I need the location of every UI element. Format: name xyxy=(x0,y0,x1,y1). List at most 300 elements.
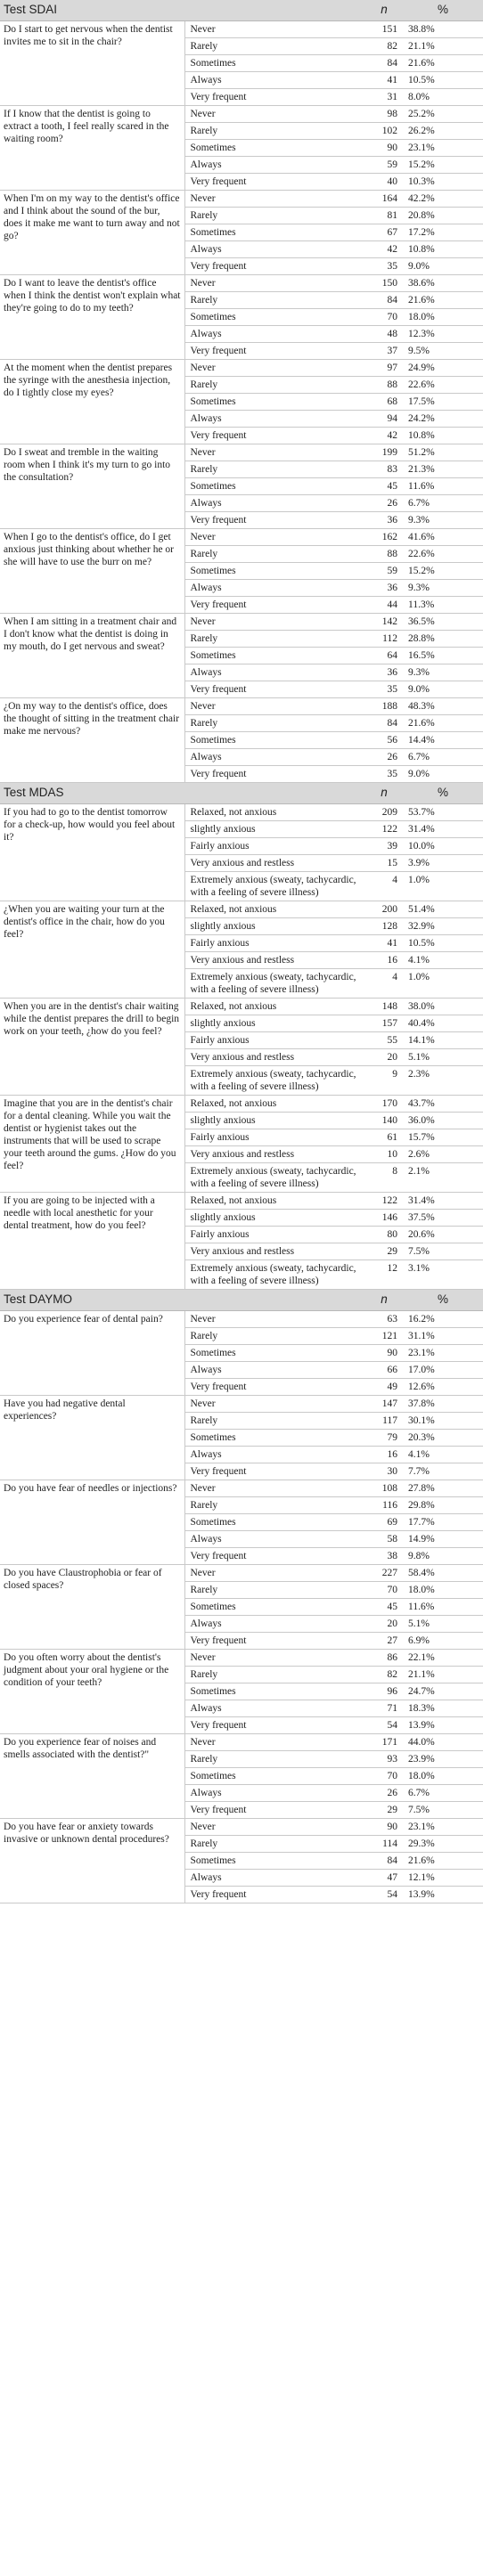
table-row xyxy=(0,999,483,1015)
answer-percent: 31.4% xyxy=(403,1193,483,1210)
answer-percent: 30.1% xyxy=(403,1413,483,1430)
answer-count: 35 xyxy=(365,766,403,783)
answer-percent: 2.1% xyxy=(403,1163,483,1193)
question-text: Do you experience fear of noises and smells associated with the dentist?" xyxy=(0,1734,184,1819)
answer-percent: 29.8% xyxy=(403,1497,483,1514)
answer-label: Never xyxy=(184,275,365,292)
answer-count: 58 xyxy=(365,1531,403,1548)
answer-count: 16 xyxy=(365,952,403,969)
answer-label: Rarely xyxy=(184,1413,365,1430)
answer-label: slightly anxious xyxy=(184,1113,365,1129)
answer-percent: 24.7% xyxy=(403,1683,483,1700)
answer-percent: 20.6% xyxy=(403,1227,483,1243)
answer-percent: 25.2% xyxy=(403,106,483,123)
answer-label: Always xyxy=(184,1785,365,1802)
answer-count: 26 xyxy=(365,495,403,512)
section-header xyxy=(0,783,483,804)
answer-percent: 48.3% xyxy=(403,698,483,715)
table-row xyxy=(0,1096,483,1113)
answer-percent: 21.6% xyxy=(403,292,483,309)
answer-percent: 24.2% xyxy=(403,411,483,428)
answer-count: 102 xyxy=(365,123,403,140)
answer-percent: 17.2% xyxy=(403,224,483,241)
answer-percent: 9.5% xyxy=(403,343,483,360)
table-row xyxy=(0,1396,483,1413)
answer-label: Sometimes xyxy=(184,1514,365,1531)
section-title: Test DAYMO xyxy=(0,1290,365,1311)
answer-label: Rarely xyxy=(184,631,365,648)
answer-count: 20 xyxy=(365,1616,403,1633)
answer-percent: 18.0% xyxy=(403,309,483,326)
answer-count: 39 xyxy=(365,838,403,855)
answer-count: 40 xyxy=(365,174,403,191)
answer-count: 116 xyxy=(365,1497,403,1514)
answer-percent: 23.1% xyxy=(403,140,483,157)
answer-count: 54 xyxy=(365,1717,403,1734)
question-text: When I am sitting in a treatment chair and I don't know what the dentist is doing in my mouth, do I get nervous and sweat? xyxy=(0,614,184,698)
column-header-percent: % xyxy=(403,0,483,21)
answer-label: Very frequent xyxy=(184,258,365,275)
answer-count: 162 xyxy=(365,529,403,546)
answer-label: Relaxed, not anxious xyxy=(184,804,365,821)
answer-percent: 38.6% xyxy=(403,275,483,292)
answer-percent: 28.8% xyxy=(403,631,483,648)
answer-percent: 10.8% xyxy=(403,428,483,444)
answer-percent: 5.1% xyxy=(403,1616,483,1633)
answer-label: Rarely xyxy=(184,292,365,309)
section-title: Test SDAI xyxy=(0,0,365,21)
answer-count: 38 xyxy=(365,1548,403,1565)
table-row xyxy=(0,275,483,292)
answer-label: Sometimes xyxy=(184,1683,365,1700)
answer-label: Very frequent xyxy=(184,597,365,614)
answer-count: 88 xyxy=(365,546,403,563)
answer-count: 170 xyxy=(365,1096,403,1113)
answer-label: Rarely xyxy=(184,38,365,55)
answer-label: Extremely anxious (sweaty, tachycardic, with a feeling of severe illness) xyxy=(184,969,365,999)
answer-label: Sometimes xyxy=(184,224,365,241)
answer-percent: 15.7% xyxy=(403,1129,483,1146)
answer-label: Rarely xyxy=(184,461,365,478)
answer-percent: 27.8% xyxy=(403,1480,483,1497)
answer-percent: 18.0% xyxy=(403,1582,483,1599)
answer-label: Sometimes xyxy=(184,1599,365,1616)
answer-count: 41 xyxy=(365,935,403,952)
answer-percent: 1.0% xyxy=(403,872,483,901)
question-text: Do you experience fear of dental pain? xyxy=(0,1311,184,1396)
answer-label: Sometimes xyxy=(184,1430,365,1447)
answer-percent: 16.2% xyxy=(403,1311,483,1328)
answer-percent: 24.9% xyxy=(403,360,483,377)
answer-label: Very frequent xyxy=(184,1463,365,1480)
answer-label: Sometimes xyxy=(184,478,365,495)
answer-label: Rarely xyxy=(184,1497,365,1514)
answer-percent: 22.6% xyxy=(403,377,483,394)
answer-percent: 29.3% xyxy=(403,1836,483,1853)
table-row xyxy=(0,901,483,918)
table-row xyxy=(0,1650,483,1667)
answer-count: 90 xyxy=(365,1345,403,1362)
answer-percent: 42.2% xyxy=(403,191,483,208)
answer-label: Fairly anxious xyxy=(184,838,365,855)
answer-label: Very anxious and restless xyxy=(184,1146,365,1163)
answer-count: 88 xyxy=(365,377,403,394)
question-text: If you are going to be injected with a needle with local anesthetic for your dental treatment, how do you feel? xyxy=(0,1193,184,1290)
answer-count: 27 xyxy=(365,1633,403,1650)
answer-percent: 11.6% xyxy=(403,478,483,495)
answer-percent: 17.7% xyxy=(403,1514,483,1531)
answer-count: 157 xyxy=(365,1015,403,1032)
answer-label: Never xyxy=(184,360,365,377)
answer-count: 200 xyxy=(365,901,403,918)
answer-percent: 12.6% xyxy=(403,1379,483,1396)
answer-percent: 13.9% xyxy=(403,1887,483,1903)
answer-count: 4 xyxy=(365,872,403,901)
column-header-n: n xyxy=(365,783,403,804)
answer-label: Extremely anxious (sweaty, tachycardic, with a feeling of severe illness) xyxy=(184,1066,365,1096)
answer-count: 148 xyxy=(365,999,403,1015)
question-text: Do you have Claustrophobia or fear of closed spaces? xyxy=(0,1565,184,1650)
answer-percent: 36.0% xyxy=(403,1113,483,1129)
table-row xyxy=(0,360,483,377)
answer-percent: 10.3% xyxy=(403,174,483,191)
answer-count: 147 xyxy=(365,1396,403,1413)
answer-count: 61 xyxy=(365,1129,403,1146)
answer-percent: 9.0% xyxy=(403,766,483,783)
answer-count: 42 xyxy=(365,241,403,258)
answer-count: 47 xyxy=(365,1870,403,1887)
answer-percent: 17.5% xyxy=(403,394,483,411)
answer-percent: 21.6% xyxy=(403,55,483,72)
answer-label: Sometimes xyxy=(184,1768,365,1785)
answer-count: 64 xyxy=(365,648,403,664)
answer-label: Always xyxy=(184,411,365,428)
answer-count: 4 xyxy=(365,969,403,999)
question-text: Imagine that you are in the dentist's chair for a dental cleaning. While you wait the dentist or hygienist takes out the instruments that will be used to scrape your teeth around the gums. ¿How do you feel? xyxy=(0,1096,184,1193)
answer-count: 142 xyxy=(365,614,403,631)
answer-count: 70 xyxy=(365,309,403,326)
question-text: Have you had negative dental experiences? xyxy=(0,1396,184,1480)
answer-count: 67 xyxy=(365,224,403,241)
answer-count: 66 xyxy=(365,1362,403,1379)
answer-count: 29 xyxy=(365,1802,403,1819)
answer-count: 84 xyxy=(365,715,403,732)
answer-count: 94 xyxy=(365,411,403,428)
section-header xyxy=(0,0,483,21)
answer-count: 227 xyxy=(365,1565,403,1582)
answer-percent: 7.5% xyxy=(403,1243,483,1260)
answer-count: 36 xyxy=(365,580,403,597)
answer-count: 164 xyxy=(365,191,403,208)
answer-percent: 4.1% xyxy=(403,952,483,969)
answer-label: Sometimes xyxy=(184,648,365,664)
table-row xyxy=(0,614,483,631)
answer-label: Very frequent xyxy=(184,1379,365,1396)
answer-label: Always xyxy=(184,72,365,89)
question-text: At the moment when the dentist prepares the syringe with the anesthesia injection, do I tightly close my eyes? xyxy=(0,360,184,444)
answer-percent: 36.5% xyxy=(403,614,483,631)
answer-count: 83 xyxy=(365,461,403,478)
answer-percent: 20.3% xyxy=(403,1430,483,1447)
table-row xyxy=(0,698,483,715)
answer-count: 188 xyxy=(365,698,403,715)
answer-percent: 22.1% xyxy=(403,1650,483,1667)
question-text: Do you have fear of needles or injections? xyxy=(0,1480,184,1565)
answer-label: Very frequent xyxy=(184,428,365,444)
answer-percent: 51.2% xyxy=(403,444,483,461)
answer-label: Fairly anxious xyxy=(184,935,365,952)
column-header-percent: % xyxy=(403,783,483,804)
answer-percent: 9.3% xyxy=(403,580,483,597)
answer-label: Relaxed, not anxious xyxy=(184,999,365,1015)
answer-count: 48 xyxy=(365,326,403,343)
answer-percent: 18.3% xyxy=(403,1700,483,1717)
answer-count: 171 xyxy=(365,1734,403,1751)
answer-count: 151 xyxy=(365,21,403,38)
question-text: If I know that the dentist is going to extract a tooth, I feel really scared in the waiting room? xyxy=(0,106,184,191)
column-header-n: n xyxy=(365,1290,403,1311)
question-text: Do you have fear or anxiety towards invasive or unknown dental procedures? xyxy=(0,1819,184,1903)
answer-percent: 31.4% xyxy=(403,821,483,838)
answer-percent: 18.0% xyxy=(403,1768,483,1785)
answer-label: Never xyxy=(184,21,365,38)
answer-label: Relaxed, not anxious xyxy=(184,1193,365,1210)
answer-percent: 11.6% xyxy=(403,1599,483,1616)
question-text: Do I start to get nervous when the dentist invites me to sit in the chair? xyxy=(0,21,184,106)
answer-count: 209 xyxy=(365,804,403,821)
table-row xyxy=(0,1311,483,1328)
answer-percent: 8.0% xyxy=(403,89,483,106)
answer-percent: 11.3% xyxy=(403,597,483,614)
answer-percent: 32.9% xyxy=(403,918,483,935)
answer-label: Very frequent xyxy=(184,766,365,783)
answer-percent: 10.0% xyxy=(403,838,483,855)
answer-count: 9 xyxy=(365,1066,403,1096)
answer-percent: 6.7% xyxy=(403,1785,483,1802)
answer-percent: 43.7% xyxy=(403,1096,483,1113)
answer-count: 26 xyxy=(365,749,403,766)
answer-label: Extremely anxious (sweaty, tachycardic, with a feeling of severe illness) xyxy=(184,1163,365,1193)
answer-percent: 21.3% xyxy=(403,461,483,478)
answer-count: 117 xyxy=(365,1413,403,1430)
answer-label: Sometimes xyxy=(184,1345,365,1362)
answer-count: 15 xyxy=(365,855,403,872)
answer-percent: 23.9% xyxy=(403,1751,483,1768)
answer-percent: 21.1% xyxy=(403,38,483,55)
answer-label: Always xyxy=(184,1447,365,1463)
question-text: When I'm on my way to the dentist's office and I think about the sound of the bur, does it make me want to turn away and not go? xyxy=(0,191,184,275)
answer-label: Sometimes xyxy=(184,309,365,326)
answer-percent: 9.0% xyxy=(403,681,483,698)
answer-label: Always xyxy=(184,157,365,174)
answer-count: 45 xyxy=(365,478,403,495)
answer-label: Very frequent xyxy=(184,174,365,191)
answer-percent: 13.9% xyxy=(403,1717,483,1734)
answer-percent: 4.1% xyxy=(403,1447,483,1463)
answer-label: Rarely xyxy=(184,1751,365,1768)
answer-percent: 21.6% xyxy=(403,715,483,732)
answer-label: Never xyxy=(184,191,365,208)
answer-percent: 51.4% xyxy=(403,901,483,918)
answer-count: 12 xyxy=(365,1260,403,1290)
answer-percent: 37.5% xyxy=(403,1210,483,1227)
answer-label: Sometimes xyxy=(184,394,365,411)
answer-count: 122 xyxy=(365,821,403,838)
answer-percent: 10.8% xyxy=(403,241,483,258)
answer-label: Very frequent xyxy=(184,89,365,106)
question-text: When I go to the dentist's office, do I get anxious just thinking about whether he or she will have to use the burr on me? xyxy=(0,529,184,614)
answer-label: Rarely xyxy=(184,123,365,140)
answer-label: Always xyxy=(184,495,365,512)
answer-percent: 12.1% xyxy=(403,1870,483,1887)
answer-percent: 21.6% xyxy=(403,1853,483,1870)
answer-label: Rarely xyxy=(184,715,365,732)
answer-label: Very frequent xyxy=(184,1802,365,1819)
table-row xyxy=(0,444,483,461)
answer-count: 69 xyxy=(365,1514,403,1531)
answer-label: Very frequent xyxy=(184,1548,365,1565)
answer-percent: 21.1% xyxy=(403,1667,483,1683)
answer-percent: 14.1% xyxy=(403,1032,483,1049)
answer-count: 70 xyxy=(365,1582,403,1599)
answer-count: 42 xyxy=(365,428,403,444)
answer-count: 41 xyxy=(365,72,403,89)
answer-label: Very frequent xyxy=(184,1633,365,1650)
answer-label: Rarely xyxy=(184,1328,365,1345)
answer-percent: 14.4% xyxy=(403,732,483,749)
answer-count: 30 xyxy=(365,1463,403,1480)
table-row xyxy=(0,1565,483,1582)
answer-label: Never xyxy=(184,698,365,715)
answer-percent: 9.0% xyxy=(403,258,483,275)
column-header-n: n xyxy=(365,0,403,21)
answer-label: Very frequent xyxy=(184,1887,365,1903)
answer-percent: 40.4% xyxy=(403,1015,483,1032)
answer-count: 20 xyxy=(365,1049,403,1066)
answer-percent: 6.7% xyxy=(403,749,483,766)
answer-label: Never xyxy=(184,1565,365,1582)
answer-percent: 44.0% xyxy=(403,1734,483,1751)
answer-count: 37 xyxy=(365,343,403,360)
table-row xyxy=(0,529,483,546)
answer-count: 16 xyxy=(365,1447,403,1463)
answer-label: Never xyxy=(184,529,365,546)
answer-percent: 26.2% xyxy=(403,123,483,140)
answer-label: Rarely xyxy=(184,546,365,563)
answer-label: Extremely anxious (sweaty, tachycardic, with a feeling of severe illness) xyxy=(184,1260,365,1290)
answer-percent: 5.1% xyxy=(403,1049,483,1066)
answer-count: 45 xyxy=(365,1599,403,1616)
answer-count: 63 xyxy=(365,1311,403,1328)
answer-percent: 15.2% xyxy=(403,563,483,580)
answer-count: 36 xyxy=(365,664,403,681)
answer-percent: 6.7% xyxy=(403,495,483,512)
answer-count: 55 xyxy=(365,1032,403,1049)
table-row xyxy=(0,1480,483,1497)
answer-count: 59 xyxy=(365,563,403,580)
question-text: Do I want to leave the dentist's office when I think the dentist won't explain what they're going to do to my teeth? xyxy=(0,275,184,360)
answer-label: Very frequent xyxy=(184,1717,365,1734)
question-text: When you are in the dentist's chair waiting while the dentist prepares the drill to begin work on your teeth, ¿how do you feel? xyxy=(0,999,184,1096)
answer-percent: 3.9% xyxy=(403,855,483,872)
answer-count: 56 xyxy=(365,732,403,749)
answer-count: 71 xyxy=(365,1700,403,1717)
answer-count: 199 xyxy=(365,444,403,461)
answer-count: 10 xyxy=(365,1146,403,1163)
answer-count: 82 xyxy=(365,1667,403,1683)
answer-percent: 17.0% xyxy=(403,1362,483,1379)
answer-count: 29 xyxy=(365,1243,403,1260)
table-row xyxy=(0,804,483,821)
answer-label: Very frequent xyxy=(184,681,365,698)
answer-label: Sometimes xyxy=(184,140,365,157)
answer-percent: 2.6% xyxy=(403,1146,483,1163)
answer-label: Extremely anxious (sweaty, tachycardic, with a feeling of severe illness) xyxy=(184,872,365,901)
answer-label: Never xyxy=(184,106,365,123)
answer-percent: 53.7% xyxy=(403,804,483,821)
answer-count: 86 xyxy=(365,1650,403,1667)
answer-label: Sometimes xyxy=(184,1853,365,1870)
answer-percent: 22.6% xyxy=(403,546,483,563)
answer-count: 31 xyxy=(365,89,403,106)
answer-count: 96 xyxy=(365,1683,403,1700)
answer-label: Sometimes xyxy=(184,732,365,749)
answer-count: 121 xyxy=(365,1328,403,1345)
answer-percent: 38.0% xyxy=(403,999,483,1015)
answer-count: 8 xyxy=(365,1163,403,1193)
question-text: If you had to go to the dentist tomorrow for a check-up, how would you feel about it? xyxy=(0,804,184,901)
answer-label: Very frequent xyxy=(184,512,365,529)
answer-percent: 7.5% xyxy=(403,1802,483,1819)
answer-label: Never xyxy=(184,1734,365,1751)
answer-percent: 14.9% xyxy=(403,1531,483,1548)
answer-label: Rarely xyxy=(184,208,365,224)
question-text: ¿When you are waiting your turn at the dentist's office in the chair, how do you feel? xyxy=(0,901,184,999)
answer-count: 128 xyxy=(365,918,403,935)
answer-label: Never xyxy=(184,1311,365,1328)
question-text: Do you often worry about the dentist's judgment about your oral hygiene or the condition of your teeth? xyxy=(0,1650,184,1734)
answer-count: 81 xyxy=(365,208,403,224)
answer-percent: 9.3% xyxy=(403,664,483,681)
answer-label: Always xyxy=(184,1870,365,1887)
answer-label: Sometimes xyxy=(184,563,365,580)
answer-label: Rarely xyxy=(184,377,365,394)
answer-count: 114 xyxy=(365,1836,403,1853)
answer-count: 112 xyxy=(365,631,403,648)
answer-label: Sometimes xyxy=(184,55,365,72)
answer-label: Very anxious and restless xyxy=(184,952,365,969)
answer-label: Never xyxy=(184,1480,365,1497)
answer-label: Always xyxy=(184,580,365,597)
answer-label: Rarely xyxy=(184,1582,365,1599)
answer-percent: 12.3% xyxy=(403,326,483,343)
answer-count: 59 xyxy=(365,157,403,174)
answer-count: 146 xyxy=(365,1210,403,1227)
answer-label: Rarely xyxy=(184,1836,365,1853)
answer-percent: 20.8% xyxy=(403,208,483,224)
answer-count: 80 xyxy=(365,1227,403,1243)
answer-percent: 10.5% xyxy=(403,72,483,89)
answer-label: slightly anxious xyxy=(184,1210,365,1227)
answer-label: Very anxious and restless xyxy=(184,1049,365,1066)
answer-label: Never xyxy=(184,1819,365,1836)
answer-label: Never xyxy=(184,444,365,461)
answer-label: Always xyxy=(184,749,365,766)
answer-count: 90 xyxy=(365,140,403,157)
answer-count: 26 xyxy=(365,1785,403,1802)
answer-label: slightly anxious xyxy=(184,821,365,838)
answer-count: 150 xyxy=(365,275,403,292)
